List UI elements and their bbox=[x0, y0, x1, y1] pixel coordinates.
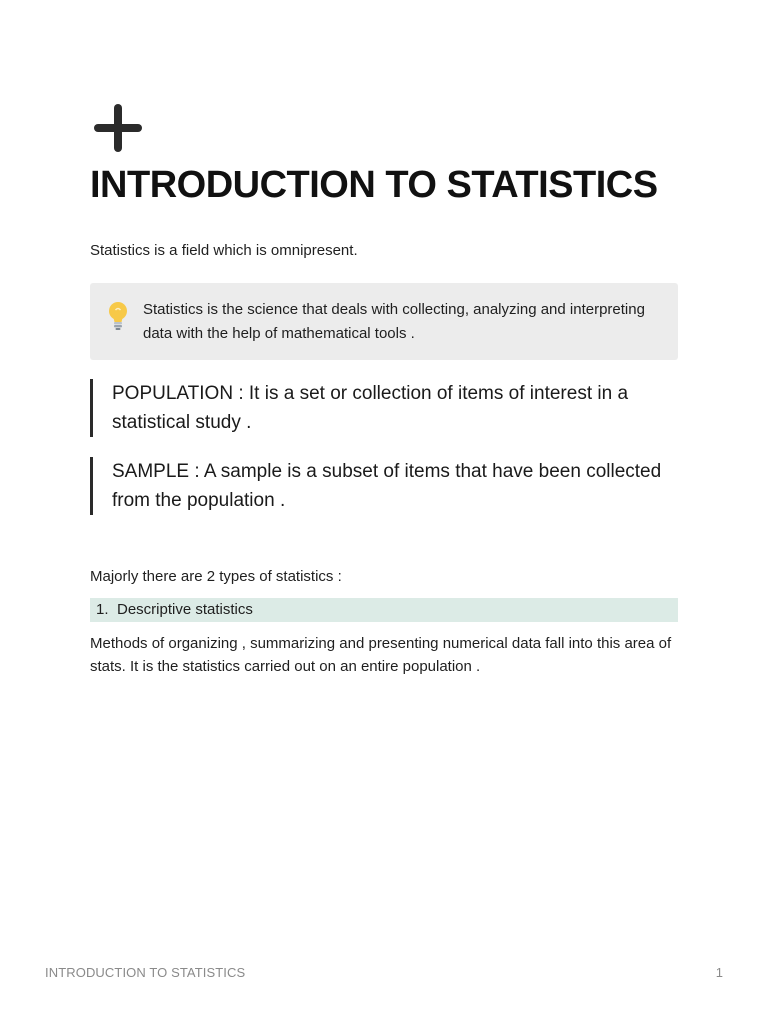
list-item bbox=[90, 598, 678, 622]
list-item-number: 1. bbox=[96, 601, 109, 618]
types-lead-text: Majorly there are 2 types of statistics : bbox=[90, 568, 342, 585]
page-title: INTRODUCTION TO STATISTICS bbox=[90, 164, 658, 206]
footer-title: INTRODUCTION TO STATISTICS bbox=[45, 965, 246, 980]
list-item-label: Descriptive statistics bbox=[117, 601, 253, 618]
callout-text: Statistics is the science that deals with collecting, analyzing and interpreting data with the help of mathematical tools . bbox=[143, 301, 645, 342]
intro-paragraph: Statistics is a field which is omnipresent. bbox=[90, 242, 358, 259]
plus-icon bbox=[94, 104, 142, 152]
sample-quote: SAMPLE : A sample is a subset of items that have been collected from the population . bbox=[90, 457, 678, 515]
population-quote: POPULATION : It is a set or collection of items of interest in a statistical study . bbox=[90, 379, 678, 437]
footer-page-number: 1 bbox=[715, 965, 723, 980]
lightbulb-icon bbox=[106, 301, 130, 331]
callout-box bbox=[90, 283, 678, 360]
descriptive-statistics-description: Methods of organizing , summarizing and presenting numerical data fall into this area of stats. It is the statistics carried out on an entire population . bbox=[90, 635, 672, 675]
